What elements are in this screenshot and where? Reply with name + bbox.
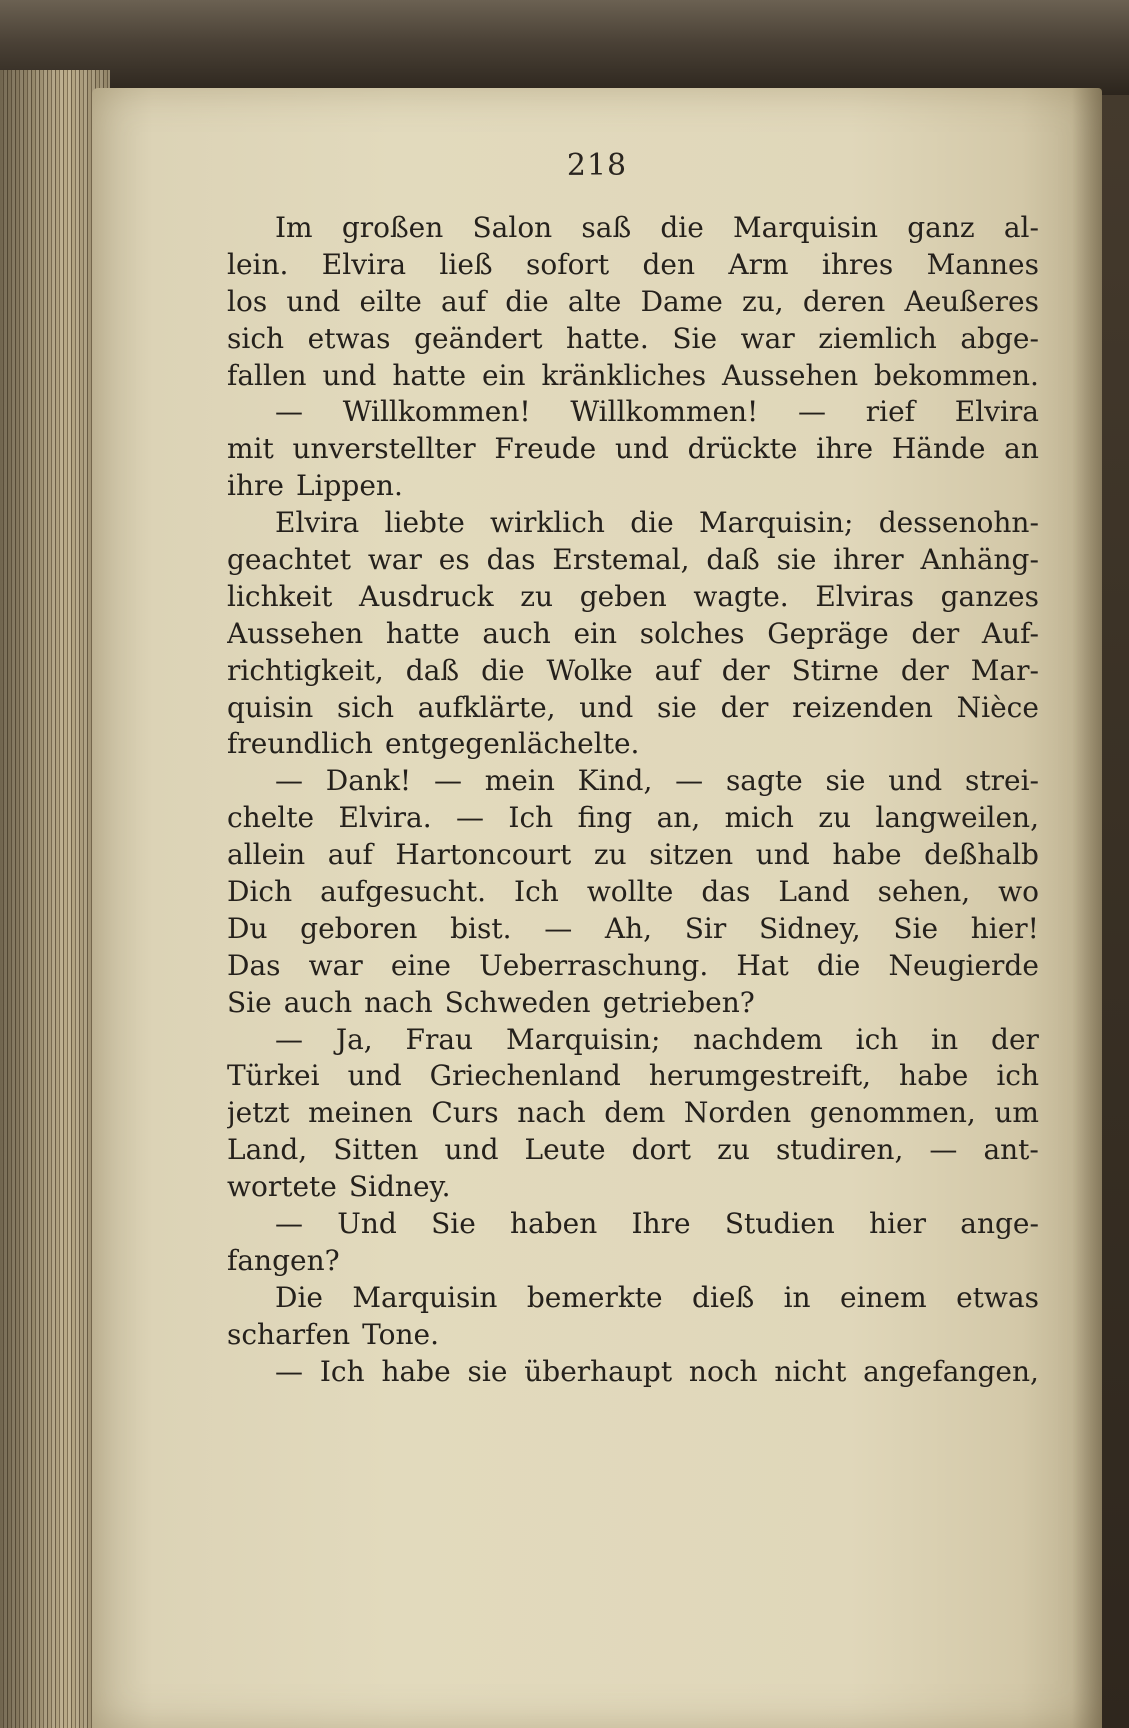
text-line [227,284,1039,321]
text-line [227,468,1039,505]
text-line [227,579,1039,616]
text-line [227,1169,1039,1206]
word: Freude [494,432,597,466]
word: bist. [450,911,512,945]
word: Neugierde [888,948,1039,982]
text-line [227,505,1039,542]
text-line [227,542,1039,579]
word: sie [656,690,697,724]
word: drückte [687,432,798,466]
word: Im [275,211,313,244]
word: und [322,358,377,392]
word: Aeußeres [904,284,1039,318]
word: und [755,838,810,872]
word: Ausdruck [359,579,494,613]
word: Marquisin; [698,506,854,540]
word: hier [869,1207,927,1241]
word: entgegenlächelte. [384,727,640,761]
word: Curs [431,1096,499,1130]
word: Das [227,948,281,982]
word: die [481,653,525,687]
word: ein [482,358,526,392]
word: hatte. [566,321,649,355]
word: sehen, [877,875,971,909]
word: und [579,690,634,724]
word: dem [604,1096,666,1130]
word: haben [510,1207,598,1241]
word: Ja, [335,1022,373,1056]
word: Elvira [954,395,1039,429]
text-line [227,210,1039,247]
word: ein [573,616,618,650]
word: getrieben? [602,985,755,1019]
word: sich [227,321,285,355]
word: geändert [414,321,543,355]
word: eilte [359,284,422,318]
text-line [227,1280,1039,1317]
word: bekommen. [874,358,1039,392]
word: Willkommen! [342,395,531,429]
word: die [660,211,704,244]
text-line [227,948,1039,985]
word: auch [482,616,551,650]
text-line [227,394,1039,431]
word: der [720,690,769,724]
word: überhaupt [524,1354,673,1388]
word: angefangen, [863,1354,1039,1388]
word: Griechenland [429,1059,621,1093]
word: ihre [816,432,874,466]
word: allein [227,838,306,872]
word: die [505,284,549,318]
word: ihrer [833,543,904,577]
word: Dame [640,284,723,318]
word: Ich [319,1354,365,1388]
word: bemerkte [526,1280,663,1314]
word: Elviras [815,579,914,613]
word: an [1004,432,1039,466]
word: genommen, [809,1096,976,1130]
word: einem [840,1280,927,1314]
word: Sidney, [758,911,861,945]
word: Arm [728,247,789,281]
word: geachtet [227,543,351,577]
word: noch [688,1354,758,1388]
word: auf [327,838,373,872]
word: ant- [983,1133,1039,1167]
text-line [227,690,1039,727]
word: richtigkeit, [227,653,384,687]
word: zu [593,838,627,872]
word: reizenden [792,690,933,724]
word: Dank! [325,764,412,798]
word: sagte [725,764,803,798]
text-line [227,1354,1039,1391]
word: den [642,247,695,281]
word: mein [484,764,555,798]
word: hier! [970,911,1039,945]
word: Mannes [926,247,1039,281]
word: — [275,1354,303,1388]
word: Ich [508,801,554,835]
word: Wolke [546,653,633,687]
word: deßhalb [924,838,1039,872]
word: abge- [960,321,1039,355]
word: mit [227,432,274,466]
word: saß [581,211,632,244]
word: — [275,1207,303,1241]
word: war [308,948,363,982]
word: das [486,543,536,577]
word: zu, [742,284,784,318]
word: der [991,1022,1039,1056]
word: und [444,1133,499,1167]
word: Elvira [321,247,407,281]
word: sie [467,1354,508,1388]
word: mich [724,801,794,835]
word: habe [899,1059,969,1093]
text-line [227,616,1039,653]
word: eine [390,948,451,982]
word: und [614,432,669,466]
word: solches [639,616,745,650]
word: etwas [956,1280,1039,1314]
word: wirklich [490,506,605,540]
text-line [227,431,1039,468]
word: nicht [774,1354,847,1388]
word: ange- [960,1207,1039,1241]
word: auf [654,653,700,687]
word: war [740,321,795,355]
word: dieß [692,1280,755,1314]
word: Willkommen! [570,395,759,429]
word: Studien [724,1207,835,1241]
word: hatte [392,358,467,392]
word: auch [283,985,353,1019]
word: Schweden [444,985,591,1019]
word: Sie [893,911,939,945]
word: meinen [308,1096,413,1130]
word: freundlich [227,727,373,761]
word: Ueberraschung. [479,948,709,982]
word: Tone. [362,1317,440,1351]
word: wagte. [693,579,789,613]
word: an, [656,801,701,835]
word: zu [520,579,554,613]
word: ich [996,1059,1039,1093]
word: zu [717,1133,750,1167]
book-binding [0,0,1129,95]
word: Mar- [970,653,1039,687]
word: ich [855,1022,899,1056]
word: Sie [227,985,272,1019]
word: Ah, [604,911,653,945]
word: sie [825,764,866,798]
word: aufklärte, [417,690,556,724]
word: daß [405,653,460,687]
word: unverstellter [292,432,476,466]
word: die [816,948,861,982]
word: dort [631,1133,692,1167]
word: ihre [227,469,284,503]
text-line [227,726,1039,763]
word: — [275,1022,303,1056]
word: studiren, [775,1133,904,1167]
word: langweilen, [875,801,1039,835]
word: nach [364,985,433,1019]
word: Türkei [227,1059,320,1093]
word: Norden [683,1096,792,1130]
word: geboren [300,911,418,945]
word: — [433,764,462,798]
word: alte [567,284,622,318]
word: sich [336,690,395,724]
word: der [900,653,949,687]
word: jetzt [227,1096,290,1130]
word: Sir [684,911,727,945]
text-line [227,321,1039,358]
text-line [227,1206,1039,1243]
word: Sitten [333,1133,419,1167]
word: Anhäng- [920,543,1039,577]
body-text [227,210,1039,1391]
word: kränkliches [541,358,707,392]
word: Ihre [631,1207,691,1241]
word: daß [706,543,760,577]
word: Sie [672,321,718,355]
word: — [544,911,573,945]
word: scharfen [227,1317,351,1351]
word: und [888,764,943,798]
word: in [931,1022,959,1056]
word: auf [441,284,487,318]
text-line [227,1022,1039,1059]
word: wollte [586,875,674,909]
word: Lippen. [295,469,403,503]
word: sie [776,543,817,577]
word: lichkeit [227,579,333,613]
word: Salon [472,211,553,244]
word: — [675,764,704,798]
text-line [227,653,1039,690]
page-number: 218 [566,148,628,183]
word: nachdem [693,1022,823,1056]
word: etwas [307,321,391,355]
word: — [929,1133,958,1167]
word: fangen? [227,1243,340,1277]
word: chelte [227,801,315,835]
word: Erstemal, [552,543,690,577]
word: wortete [227,1170,337,1204]
word: Land, [227,1133,308,1167]
word: Hände [891,432,986,466]
word: Elvira [275,506,360,540]
word: — [275,395,303,429]
word: Hat [736,948,789,982]
word: — [275,764,303,798]
word: und [347,1059,402,1093]
word: quisin [227,690,314,724]
word: geben [579,579,667,613]
word: Marquisin [352,1280,498,1314]
word: — [456,801,484,835]
word: Du [227,911,268,945]
text-line [227,1095,1039,1132]
book-page [92,88,1102,1728]
text-line [227,1132,1039,1169]
word: strei- [965,764,1039,798]
text-line [227,911,1039,948]
text-line [227,985,1039,1022]
text-line [227,247,1039,284]
word: war [367,543,422,577]
word: um [994,1096,1039,1130]
word: Frau [405,1022,474,1056]
word: Gepräge [767,616,889,650]
word: deren [802,284,886,318]
word: Sidney. [348,1170,451,1204]
word: ihres [821,247,894,281]
word: hatte [385,616,460,650]
text-line [227,358,1039,395]
word: al- [1003,211,1039,244]
text-line [227,800,1039,837]
word: Elvira. [338,801,432,835]
word: nach [517,1096,586,1130]
text-line [227,874,1039,911]
word: ziemlich [818,321,937,355]
word: Aussehen [721,358,859,392]
word: in [783,1280,811,1314]
word: lein. [227,247,289,281]
word: fallen [227,358,307,392]
word: und [286,284,341,318]
word: habe [832,838,902,872]
word: liebte [384,506,465,540]
word: Kind, [577,764,653,798]
word: Land [778,875,850,909]
text-line [227,1317,1039,1354]
word: Die [275,1280,323,1314]
word: Marquisin [733,211,879,244]
word: Hartoncourt [395,838,572,872]
text-line [227,837,1039,874]
word: los [227,284,268,318]
word: herumgestreift, [648,1059,872,1093]
text-line [227,1058,1039,1095]
word: Sie [431,1207,476,1241]
word: Auf- [981,616,1039,650]
word: der [911,616,960,650]
word: sofort [525,247,610,281]
word: die [630,506,674,540]
word: Ich [514,875,559,909]
text-line [227,1243,1039,1280]
word: das [701,875,751,909]
word: dessenohn- [878,506,1039,540]
word: wo [998,875,1039,909]
word: Leute [524,1133,606,1167]
word: der [721,653,770,687]
word: ganz [907,211,975,244]
word: zu [818,801,852,835]
gutter-shadow [1072,88,1102,1728]
word: es [438,543,470,577]
word: fing [577,801,633,835]
word: ganzes [940,579,1039,613]
word: Stirne [791,653,879,687]
word: aufgesucht. [320,875,486,909]
text-line [227,763,1039,800]
word: Nièce [956,690,1039,724]
word: sitzen [649,838,734,872]
word: Aussehen [227,616,364,650]
word: ließ [439,247,493,281]
word: Und [337,1207,397,1241]
word: großen [341,211,444,244]
word: — [798,395,827,429]
word: habe [381,1354,451,1388]
word: Marquisin; [505,1022,661,1056]
word: Dich [227,875,293,909]
word: rief [865,395,916,429]
